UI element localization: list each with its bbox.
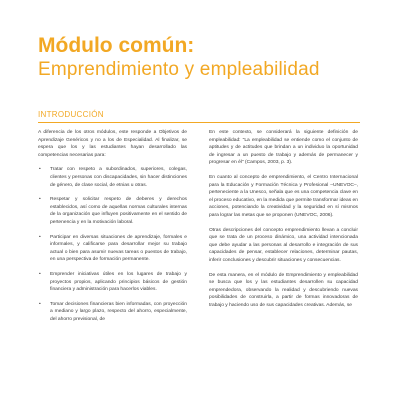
list-item bbox=[38, 166, 187, 189]
list-item-text: Respetar y solicitar respeto de deberes y derechos establecidos, así como de aquellas normas culturales internas de la organización que influyen positivamente en el sentido de pertenencia y en la motivación laboral. bbox=[50, 197, 187, 225]
bullet-icon: • bbox=[39, 271, 41, 277]
right-column bbox=[209, 129, 358, 316]
left-column bbox=[38, 129, 187, 330]
bullet-icon: • bbox=[39, 301, 41, 307]
intro-paragraph: A diferencia de los otros módulos, este responde a Objetivos de Aprendizaje Genéricos y no a los de Especialidad. Al finalizar, se espera que los y las estudiantes hayan desarrollado las competencias necesarias para: bbox=[38, 130, 187, 158]
list-item bbox=[38, 301, 187, 324]
list-item bbox=[38, 271, 187, 294]
list-item bbox=[38, 234, 187, 264]
list-item-text: Tomar decisiones financieras bien informadas, con proyección a mediano y largo plazo, respecto del ahorro, especialmente, del ahorro previsional, de bbox=[50, 301, 187, 322]
list-item-text: Emprender iniciativas útiles en los lugares de trabajo y proyectos propios, aplicando principios básicos de gestión financiera y administración para hacerlos viables. bbox=[50, 271, 187, 293]
page-subtitle: Emprendimiento y empleabilidad bbox=[38, 59, 320, 80]
body-paragraph: Otras descripciones del concepto emprendimiento llevan a concluir que se trata de un proceso dinámico, una actividad intencionada que debe ayudar a las personas al desarrollo e integración de sus capacidades de pensar, establecer relaciones, determinar pautas, inferir conclusiones y descubrir situaciones y consecuencias. bbox=[209, 227, 358, 263]
bullet-icon: • bbox=[39, 197, 41, 203]
list-item-text: Tratar con respeto a subordinados, superiores, colegas, clientes y personas con discapacidades, sin hacer distinciones de género, de clase social, de etnias u otras. bbox=[50, 167, 187, 188]
page-title: Módulo común: bbox=[38, 34, 195, 57]
section-divider bbox=[38, 122, 360, 123]
body-paragraph: En cuanto al concepto de emprendimiento, el Centro Internacional para la Educación y Formación Técnica y Profesional –UNEVOC–, perteneciente a la Unesco, señala que es una competencia clave en el proceso educativo, en la medida que permite transformar ideas en acciones, potenciando la creatividad y la seguridad en sí mismos para lograr las metas que se proponen (UNEVOC, 2006). bbox=[209, 174, 358, 218]
section-heading: INTRODUCCIÓN bbox=[38, 110, 104, 119]
competency-list bbox=[38, 166, 187, 323]
body-paragraph: De esta manera, en el módulo de Emprendimiento y empleabilidad se busca que los y las estudiantes desarrollen su capacidad emprendedora, observando la realidad y descubriendo nuevas posibilidades de construirla, a partir de formas innovadoras de trabajo y haciendo uso de sus capacidades creativas. Además, se bbox=[209, 272, 358, 308]
list-item-text: Participar en diversas situaciones de aprendizaje, formales e informales, y calificarse para desarrollar mejor su trabajo actual o bien para asumir nuevas tareas o puestos de trabajo, en una perspectiva de formación permanente. bbox=[50, 234, 187, 263]
list-item bbox=[38, 196, 187, 226]
bullet-icon: • bbox=[39, 167, 41, 173]
body-paragraph: En este contexto, se considerará la siguiente definición de empleabilidad: "La empleabilidad se entiende como el conjunto de aptitudes y de actitudes que brindan a un individuo la oportunidad de ingresar a un puesto de trabajo y además de permanecer y progresar en él" (Campos, 2003, p. 3). bbox=[209, 130, 358, 166]
bullet-icon: • bbox=[39, 234, 41, 240]
